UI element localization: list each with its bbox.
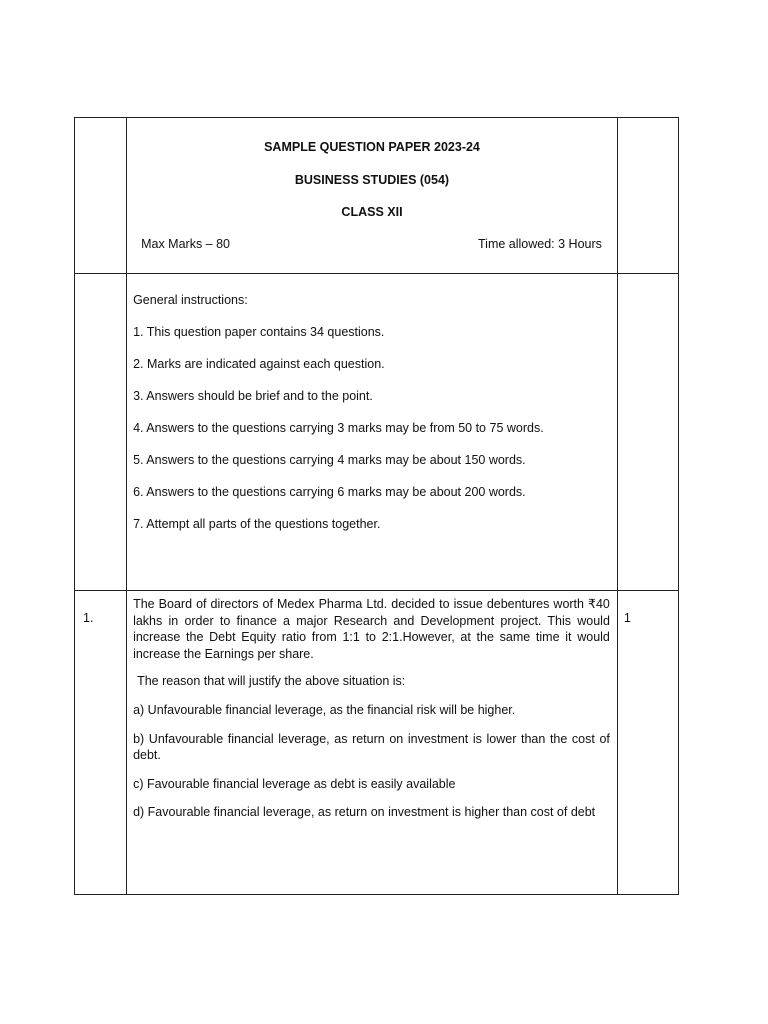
instructions-row <box>75 274 679 591</box>
instruction-item: 7. Attempt all parts of the questions together. <box>133 517 381 531</box>
paper-class: CLASS XII <box>341 205 403 219</box>
time-allowed: Time allowed: 3 Hours <box>478 237 602 251</box>
answer-option-b: b) Unfavourable financial leverage, as return on investment is lower than the cost of debt. <box>133 731 610 762</box>
header-marks-cell <box>617 118 678 274</box>
header-row <box>75 118 679 274</box>
answer-option-c: c) Favourable financial leverage as debt is easily available <box>133 776 456 791</box>
instruction-item: 1. This question paper contains 34 questions. <box>133 325 385 339</box>
instructions-cell <box>127 274 618 591</box>
header-number-cell <box>75 118 127 274</box>
paper-subject: BUSINESS STUDIES (054) <box>294 173 450 187</box>
instructions-marks-cell <box>617 274 678 591</box>
instruction-item: 2. Marks are indicated against each question. <box>133 357 385 371</box>
question-paper-table <box>74 117 679 895</box>
question-prompt: The reason that will justify the above situation is: <box>137 674 406 688</box>
instruction-item: 6. Answers to the questions carrying 6 marks may be about 200 words. <box>133 485 526 499</box>
answer-option-d: d) Favourable financial leverage, as return on investment is higher than cost of debt <box>133 805 596 819</box>
question-marks: 1 <box>617 591 678 895</box>
instruction-item: 3. Answers should be brief and to the point. <box>133 389 373 403</box>
question-cell <box>127 591 618 895</box>
instructions-number-cell <box>75 274 127 591</box>
max-marks: Max Marks – 80 <box>141 237 230 251</box>
paper-title: SAMPLE QUESTION PAPER 2023-24 <box>264 140 480 154</box>
instruction-item: 4. Answers to the questions carrying 3 marks may be from 50 to 75 words. <box>133 421 544 435</box>
question-stem: The Board of directors of Medex Pharma Ltd. decided to issue debentures worth ₹40 lakhs in order to finance a major Research and Development project. This would increase the Debt Equity ratio from 1:1 to 2:1.However, at the same time it would increase the Earnings per share. <box>133 597 610 661</box>
header-cell <box>127 118 618 274</box>
instruction-item: 5. Answers to the questions carrying 4 marks may be about 150 words. <box>133 453 526 467</box>
instructions-heading: General instructions: <box>133 293 248 307</box>
answer-option-a: a) Unfavourable financial leverage, as the financial risk will be higher. <box>133 703 516 717</box>
question-row <box>75 591 679 895</box>
question-number: 1. <box>75 591 127 895</box>
